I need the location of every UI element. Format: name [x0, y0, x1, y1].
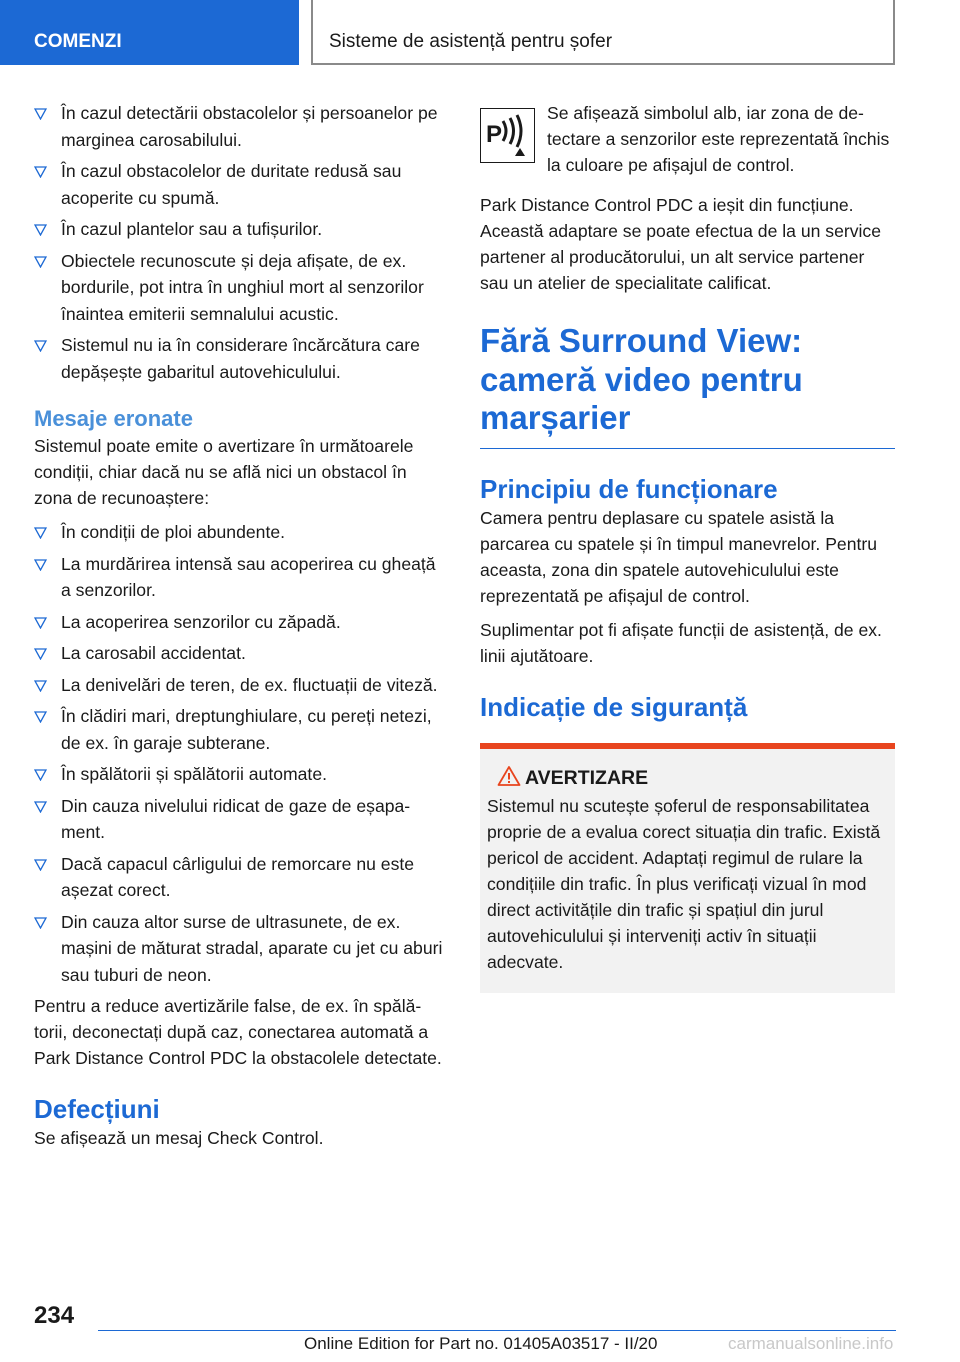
- pdc-paragraph: Park Distance Control PDC a ieșit din funcțiune. Această adaptare se poate efectua de la un service partener al producătorului, un alt service partener sau un atelier de specialitate calificat.: [480, 195, 882, 293]
- chapter-heading-camera: Fără Surround View: cameră video pentru marșarier: [480, 322, 803, 436]
- triangle-bullet-icon: [34, 647, 47, 660]
- list-item: La denivelări de teren, de ex. fluctuații de viteză.: [34, 672, 446, 699]
- heading-divider: [480, 448, 895, 449]
- watermark: carmanualsonline.info: [728, 1334, 894, 1353]
- section-heading-indicatie: Indicație de siguranță: [480, 691, 748, 722]
- list-item: În condiții de ploi abundente.: [34, 519, 446, 546]
- section-heading-mesaje: Mesaje eronate: [34, 406, 193, 431]
- section-tab: Sisteme de asistență pentru șofer: [311, 0, 895, 65]
- right-column: [480, 100, 895, 993]
- list-item: În cazul plantelor sau a tufișurilor.: [34, 216, 446, 243]
- bullet-list-mesaje: [34, 519, 446, 988]
- page-number: 234: [34, 1302, 75, 1329]
- warning-text: Sistemul nu scutește șoferul de responsabilitatea proprie de a evalua corect situația din trafic. Există pericol de accident. Adaptați regimul de rulare la condițiile din trafic. În plus verificați vizual în mod direct activitățile din trafic și spațiul din jurul autovehiculului și interveniți activ în situații adecvate.: [487, 795, 881, 972]
- list-item: La murdărirea intensă sau acoperirea cu gheață a senzorilor.: [34, 551, 446, 604]
- warning-title: AVERTIZARE: [487, 765, 888, 791]
- triangle-bullet-icon: [34, 800, 47, 813]
- pdc-symbol-text: Se afișează simbolul alb, iar zona de detectare a senzorilor este reprezentată închis la culoare pe afișajul de control.: [547, 103, 890, 175]
- defectiuni-text: Se afișează un mesaj Check Control.: [34, 1128, 324, 1148]
- park-distance-control-icon: [480, 108, 535, 163]
- principiu-paragraph-1: Camera pentru deplasare cu spatele asistă la parcarea cu spatele și în timpul manevrelor. Pentru aceasta, zona din spatele autovehiculului este reprezentată pe afișajul de control.: [480, 507, 878, 606]
- svg-text:P: P: [486, 121, 503, 148]
- triangle-bullet-icon: [34, 526, 47, 539]
- triangle-bullet-icon: [34, 858, 47, 871]
- bullet-list-limits: [34, 100, 446, 385]
- list-item: În spălătorii și spălătorii automate.: [34, 761, 446, 788]
- list-item: Obiectele recunoscute și deja afișate, de ex. bordurile, pot intra în unghiul mort al senzorilor înaintea emiterii semnalului acustic.: [34, 248, 446, 328]
- triangle-bullet-icon: [34, 710, 47, 723]
- section-heading-defectiuni: Defecțiuni: [34, 1094, 160, 1124]
- triangle-bullet-icon: [34, 223, 47, 236]
- warning-triangle-icon: [497, 765, 521, 787]
- triangle-bullet-icon: [34, 916, 47, 929]
- triangle-bullet-icon: [34, 616, 47, 629]
- list-item: Dacă capacul cârligului de remorcare nu este așezat corect.: [34, 851, 446, 904]
- warning-box: [480, 743, 895, 993]
- triangle-bullet-icon: [34, 165, 47, 178]
- list-item: Din cauza nivelului ridicat de gaze de eșapament.: [34, 793, 446, 846]
- triangle-bullet-icon: [34, 339, 47, 352]
- list-item: În cazul detectării obstacolelor și persoanelor pe marginea carosabilului.: [34, 100, 446, 153]
- list-item: Din cauza altor surse de ultrasunete, de ex. mașini de măturat stradal, aparate cu jet cu aburi sau tuburi de neon.: [34, 909, 446, 989]
- triangle-bullet-icon: [34, 679, 47, 692]
- pdc-symbol-row: [480, 100, 895, 186]
- triangle-bullet-icon: [34, 107, 47, 120]
- list-item: La acoperirea senzorilor cu zăpadă.: [34, 609, 446, 636]
- chapter-tab: COMENZI: [0, 0, 299, 65]
- section-heading-principiu: Principiu de funcționare: [480, 473, 778, 504]
- triangle-bullet-icon: [34, 255, 47, 268]
- list-item: Sistemul nu ia în considerare încărcătura care depășește gabaritul autovehiculului.: [34, 332, 446, 385]
- list-item: În cazul obstacolelor de duritate redusă sau acoperite cu spumă.: [34, 158, 446, 211]
- principiu-paragraph-2: Suplimentar pot fi afișate funcții de asistență, de ex. linii ajutătoare.: [480, 619, 882, 666]
- triangle-bullet-icon: [34, 768, 47, 781]
- edition-note: Online Edition for Part no. 01405A03517 - II/20: [304, 1334, 658, 1353]
- left-column: [34, 100, 446, 1159]
- triangle-bullet-icon: [34, 558, 47, 571]
- mesaje-outro: Pentru a reduce avertizările false, de ex. în spălătorii, deconectați după caz, conectarea automată a Park Distance Control PDC la obstacolele detectate.: [34, 996, 442, 1068]
- mesaje-intro: Sistemul poate emite o avertizare în următoarele condiții, chiar dacă nu se află nici un obstacol în zona de recunoaștere:: [34, 436, 414, 508]
- list-item: În clădiri mari, dreptunghiulare, cu pereți netezi, de ex. în garaje subterane.: [34, 703, 446, 756]
- list-item: La carosabil accidentat.: [34, 640, 446, 667]
- footer-divider: [98, 1330, 896, 1331]
